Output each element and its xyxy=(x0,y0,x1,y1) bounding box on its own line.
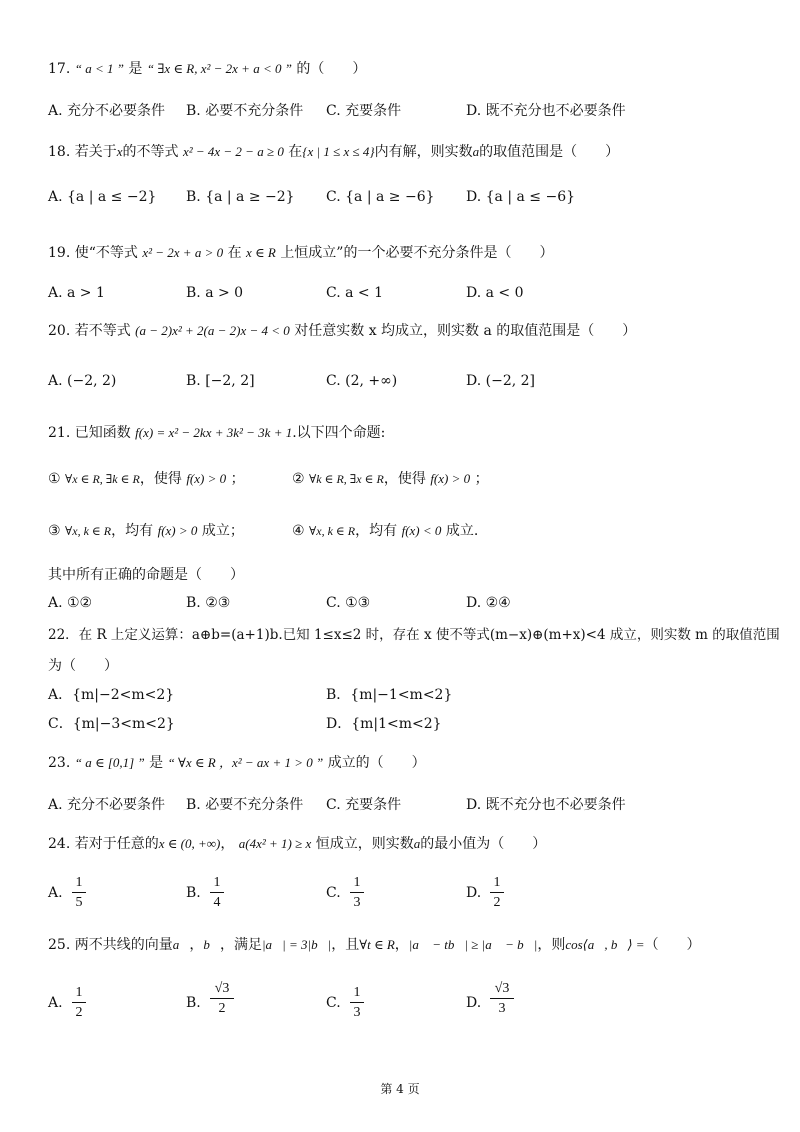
math-quantifier: ∀x ∈ R, ∃k ∈ R xyxy=(65,472,140,486)
stem-text: 对任意实数 x 均成立，则实数 a 的取值范围是（ ） xyxy=(294,323,637,339)
circled-number: ④ xyxy=(292,523,305,539)
fraction-bar xyxy=(490,892,504,893)
fraction-numerator: 1 xyxy=(353,985,361,1000)
stem-text: 内有解，则实数 xyxy=(374,144,473,160)
option-b-fraction xyxy=(210,874,224,911)
option-b: B. ②③ xyxy=(186,595,231,611)
circled-number: ③ xyxy=(48,523,61,539)
stem-text: 的取值范围是（ ） xyxy=(479,144,620,160)
math-inequality: a(4x² + 1) ≥ x xyxy=(238,836,312,851)
fraction-numerator: √3 xyxy=(494,981,510,996)
stem-text: .以下四个命题: xyxy=(292,425,386,441)
option-d-fraction xyxy=(490,980,514,1017)
question-number: 23. xyxy=(48,755,71,771)
stem-text: 是 xyxy=(149,755,164,771)
option-c: C. (2, +∞) xyxy=(326,373,398,389)
stem-text: 已知函数 xyxy=(74,425,131,441)
proposition-4 xyxy=(292,522,478,540)
q21-question: 其中所有正确的命题是（ ） xyxy=(48,567,244,583)
stem-text: 的不等式 xyxy=(122,144,179,160)
stem-text: 若关于 xyxy=(74,144,117,160)
fraction-denominator: 3 xyxy=(353,1005,361,1020)
option-a-fraction xyxy=(72,984,86,1021)
option-d-fraction xyxy=(490,874,504,911)
option-d: D. 既不充分也不必要条件 xyxy=(466,797,626,813)
proposition-2 xyxy=(292,470,489,488)
math-quantifier: ∀k ∈ R, ∃x ∈ R xyxy=(309,472,384,486)
option-b: B. 必要不充分条件 xyxy=(186,103,304,119)
question-number: 18. xyxy=(48,144,71,160)
option-b: B．{m|−1<m<2} xyxy=(326,687,453,703)
math-statement: “ ∃x ∈ R, x² − 2x + a < 0 ” xyxy=(146,61,292,76)
math-inequality: f(x) > 0 xyxy=(430,471,471,486)
option-a: A. 充分不必要条件 xyxy=(48,797,166,813)
option-d: D．{m|1<m<2} xyxy=(326,716,442,732)
option-b-label: B. xyxy=(186,995,201,1011)
stem-text: ，使得 xyxy=(139,471,182,487)
stem-text: ； xyxy=(474,471,489,487)
page-number: 第 4 页 xyxy=(380,1082,420,1096)
option-a: A. {a | a ≤ −2} xyxy=(48,189,157,205)
fraction-numerator: 1 xyxy=(213,875,221,890)
proposition-1 xyxy=(48,470,245,488)
q25-stem xyxy=(48,936,701,954)
stem-text: （ ） xyxy=(644,937,701,953)
fraction-bar xyxy=(72,892,86,893)
stem-text: ，且 xyxy=(331,937,360,953)
math-condition: |a⃗| = 3|b⃗| xyxy=(261,937,332,952)
fraction-denominator: 2 xyxy=(493,895,501,910)
option-d-label: D. xyxy=(466,885,482,901)
option-d: D. 既不充分也不必要条件 xyxy=(466,103,626,119)
question-number: 21. xyxy=(48,425,71,441)
q22-stem-line2: 为（ ） xyxy=(48,658,118,674)
question-number: 20. xyxy=(48,323,71,339)
stem-text: ，均有 xyxy=(355,523,398,539)
stem-text: ，满足 xyxy=(219,937,262,953)
math-quantifier: ∀t ∈ R xyxy=(359,937,395,952)
stem-text: 两不共线的向量 xyxy=(74,937,173,953)
fraction-denominator: 2 xyxy=(75,1005,83,1020)
math-quantifier: ∀x, k ∈ R xyxy=(309,524,356,538)
question-number: 24. xyxy=(48,836,71,852)
option-a: A．{m|−2<m<2} xyxy=(48,687,175,703)
math-inequality: |a⃗ − tb⃗| ≥ |a⃗ − b⃗| xyxy=(408,937,538,952)
q24-stem xyxy=(48,835,546,853)
fraction-bar xyxy=(72,1002,86,1003)
option-c-fraction xyxy=(350,874,364,911)
stem-text: 的（ ） xyxy=(296,61,367,77)
fraction-denominator: 2 xyxy=(218,1001,226,1016)
option-d: D. {a | a ≤ −6} xyxy=(466,189,576,205)
math-condition: “ a < 1 ” xyxy=(74,61,124,76)
q17-stem xyxy=(48,60,366,78)
stem-text: 成立. xyxy=(445,523,479,539)
fraction-denominator: 3 xyxy=(498,1001,506,1016)
math-function: f(x) = x² − 2kx + 3k² − 3k + 1 xyxy=(135,425,293,440)
option-b-label: B. xyxy=(186,885,201,901)
fraction-denominator: 5 xyxy=(75,895,83,910)
proposition-3 xyxy=(48,522,244,540)
option-b: B. {a | a ≥ −2} xyxy=(186,189,295,205)
stem-text: 在 xyxy=(288,144,303,160)
fraction-bar xyxy=(490,998,514,999)
stem-text: 恒成立，则实数 xyxy=(315,836,414,852)
option-d-label: D. xyxy=(466,995,482,1011)
math-inequality: x² − 2x + a > 0 xyxy=(142,245,224,260)
option-d: D. a < 0 xyxy=(466,285,524,301)
math-inequality: (a − 2)x² + 2(a − 2)x − 4 < 0 xyxy=(135,323,290,338)
fraction-numerator: 1 xyxy=(353,875,361,890)
stem-text: 的最小值为（ ） xyxy=(420,836,547,852)
option-a-fraction xyxy=(72,874,86,911)
fraction-numerator: 1 xyxy=(75,875,83,890)
fraction-bar xyxy=(350,1002,364,1003)
math-inequality: f(x) > 0 xyxy=(157,523,198,538)
option-c-label: C. xyxy=(326,995,341,1011)
fraction-bar xyxy=(210,892,224,893)
stem-text: 成立的（ ） xyxy=(327,755,426,771)
stem-text: ，则 xyxy=(537,937,566,953)
stem-text: 成立； xyxy=(201,523,244,539)
option-a-label: A. xyxy=(48,995,63,1011)
stem-text: ， xyxy=(220,836,235,852)
math-vector: b⃗ xyxy=(203,937,220,952)
math-condition: “ a ∈ [0,1] ” xyxy=(74,755,145,770)
option-c-fraction xyxy=(350,984,364,1021)
option-b: B. 必要不充分条件 xyxy=(186,797,304,813)
option-d: D. (−2, 2] xyxy=(466,373,535,389)
math-inequality: f(x) < 0 xyxy=(401,523,442,538)
stem-text: ， xyxy=(189,937,204,953)
q20-stem xyxy=(48,322,636,340)
option-a: A. (−2, 2) xyxy=(48,373,117,389)
math-set: {x | 1 ≤ x ≤ 4} xyxy=(302,144,375,159)
q23-stem xyxy=(48,754,426,772)
circled-number: ② xyxy=(292,471,305,487)
stem-text: ，均有 xyxy=(111,523,154,539)
math-var: a xyxy=(413,836,421,851)
fraction-denominator: 4 xyxy=(213,895,221,910)
option-b: B. a > 0 xyxy=(186,285,244,301)
option-c: C. 充要条件 xyxy=(326,797,402,813)
stem-text: ， xyxy=(394,937,409,953)
math-expression: cos⟨a⃗, b⃗⟩ = xyxy=(565,937,645,952)
option-b-fraction xyxy=(210,980,234,1017)
option-a: A. 充分不必要条件 xyxy=(48,103,166,119)
question-number: 17. xyxy=(48,61,71,77)
option-b: B. [−2, 2] xyxy=(186,373,255,389)
math-vector: a⃗ xyxy=(172,937,190,952)
option-a: A. a > 1 xyxy=(48,285,105,301)
stem-text: ； xyxy=(230,471,245,487)
stem-text: 是 xyxy=(128,61,143,77)
option-c-label: C. xyxy=(326,885,341,901)
math-statement: “ ∀x ∈ R ，x² − ax + 1 > 0 ” xyxy=(167,755,324,770)
question-number: 25. xyxy=(48,937,71,953)
q22-stem-line1: 22．在 R 上定义运算：a⊕b=(a+1)b.已知 1≤x≤2 时，存在 x 使不等式(m−x)⊕(m+x)<4 成立，则实数 m 的取值范围 xyxy=(48,627,780,643)
option-a: A. ①② xyxy=(48,595,93,611)
stem-text: 若不等式 xyxy=(74,323,131,339)
math-domain: x ∈ R xyxy=(246,245,276,260)
option-c: C. ①③ xyxy=(326,595,371,611)
option-c: C. 充要条件 xyxy=(326,103,402,119)
math-domain: x ∈ (0, +∞) xyxy=(158,836,221,851)
fraction-bar xyxy=(350,892,364,893)
math-inequality: x² − 4x − 2 − a ≥ 0 xyxy=(182,144,284,159)
math-inequality: f(x) > 0 xyxy=(186,471,227,486)
circled-number: ① xyxy=(48,471,61,487)
math-var: x xyxy=(116,144,123,159)
fraction-numerator: √3 xyxy=(214,981,230,996)
stem-text: ，使得 xyxy=(383,471,426,487)
option-a-label: A. xyxy=(48,885,63,901)
math-var: a xyxy=(472,144,480,159)
option-c: C. a < 1 xyxy=(326,285,383,301)
fraction-numerator: 1 xyxy=(493,875,501,890)
q19-stem xyxy=(48,244,553,262)
fraction-bar xyxy=(210,998,234,999)
stem-text: 使“不等式 xyxy=(74,245,138,261)
q18-stem xyxy=(48,143,619,161)
option-c: C. {a | a ≥ −6} xyxy=(326,189,435,205)
option-d: D. ②④ xyxy=(466,595,511,611)
q21-stem xyxy=(48,424,385,442)
fraction-numerator: 1 xyxy=(75,985,83,1000)
stem-text: 若对于任意的 xyxy=(74,836,159,852)
stem-text: 在 xyxy=(227,245,242,261)
math-quantifier: ∀x, k ∈ R xyxy=(65,524,112,538)
fraction-denominator: 3 xyxy=(353,895,361,910)
stem-text: 上恒成立”的一个必要不充分条件是（ ） xyxy=(280,245,554,261)
option-c: C．{m|−3<m<2} xyxy=(48,716,175,732)
question-number: 19. xyxy=(48,245,71,261)
